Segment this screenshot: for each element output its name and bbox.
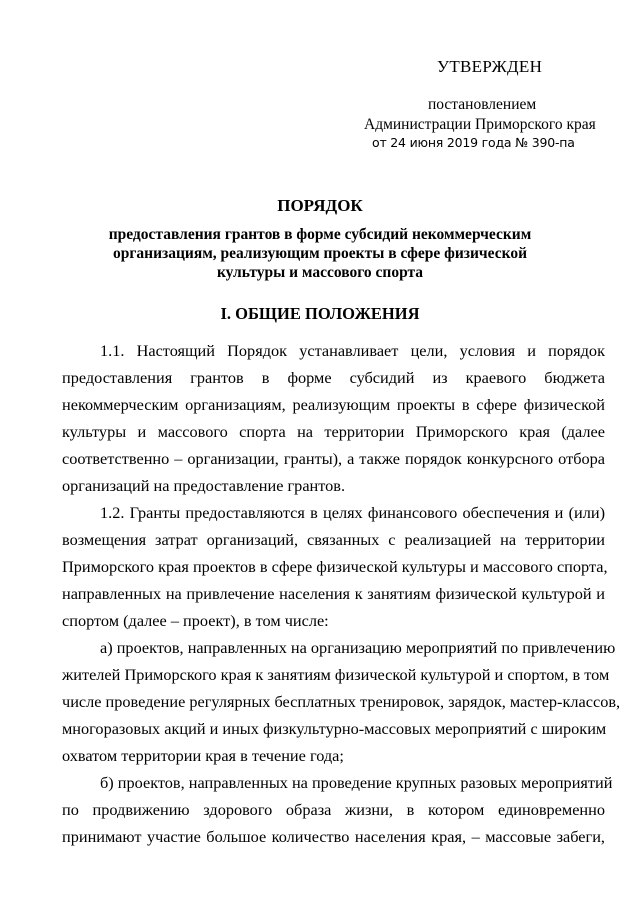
paragraph-line: некоммерческим организациям, реализующим проекты в сфере физической: [62, 395, 605, 414]
resolution-date-stamp: от 24 июня 2019 года № 390-па: [372, 135, 575, 150]
paragraph-line: многоразовых акций и иных физкультурно-массовых мероприятий с широким: [62, 719, 607, 738]
paragraph-line: 1.1. Настоящий Порядок устанавливает цели, условия и порядок: [100, 341, 605, 360]
paragraph-line: принимают участие большое количество населения края, – массовые забеги,: [62, 827, 605, 846]
paragraph-line: организаций на предоставление грантов.: [62, 476, 346, 495]
document-title: ПОРЯДОК: [277, 196, 363, 215]
resolution-label: постановлением: [428, 96, 537, 113]
paragraph-line: предоставления грантов в форме субсидий из краевого бюджета: [62, 368, 605, 387]
subtitle-line: культуры и массового спорта: [216, 264, 424, 281]
paragraph-line: жителей Приморского края к занятиям физической культурой и спортом, в том: [62, 665, 610, 684]
subtitle-line: организациям, реализующим проекты в сфере физической: [112, 245, 528, 262]
paragraph-line: 1.2. Гранты предоставляются в целях финансового обеспечения и (или): [100, 503, 605, 522]
document-subtitle: [80, 225, 560, 282]
approved-label: УТВЕРЖДЕН: [437, 57, 543, 76]
administration-label: Администрации Приморского края: [364, 116, 596, 133]
paragraph-line: а) проектов, направленных на организацию мероприятий по привлечению: [100, 638, 616, 657]
subtitle-line: предоставления грантов в форме субсидий некоммерческим: [108, 226, 532, 243]
paragraph-line: направленных на привлечение населения к занятиям физической культурой и: [62, 584, 605, 603]
paragraph-line: возмещения затрат организаций, связанных с реализацией на территории: [62, 530, 605, 549]
section-heading: I. ОБЩИЕ ПОЛОЖЕНИЯ: [220, 304, 420, 323]
paragraph-line: соответственно – организации, гранты), а также порядок конкурсного отбора: [62, 449, 605, 468]
paragraph-line: б) проектов, направленных на проведение крупных разовых мероприятий: [100, 773, 613, 792]
paragraph-line: спортом (далее – проект), в том числе:: [62, 611, 329, 630]
paragraph-line: по продвижению здорового образа жизни, в котором единовременно: [62, 800, 605, 819]
paragraph-line: Приморского края проектов в сфере физической культуры и массового спорта,: [62, 557, 608, 576]
paragraph-line: культуры и массового спорта на территории Приморского края (далее: [62, 422, 605, 441]
paragraph-line: охватом территории края в течение года;: [62, 746, 344, 765]
paragraph-line: числе проведение регулярных бесплатных тренировок, зарядок, мастер-классов,: [62, 692, 621, 711]
